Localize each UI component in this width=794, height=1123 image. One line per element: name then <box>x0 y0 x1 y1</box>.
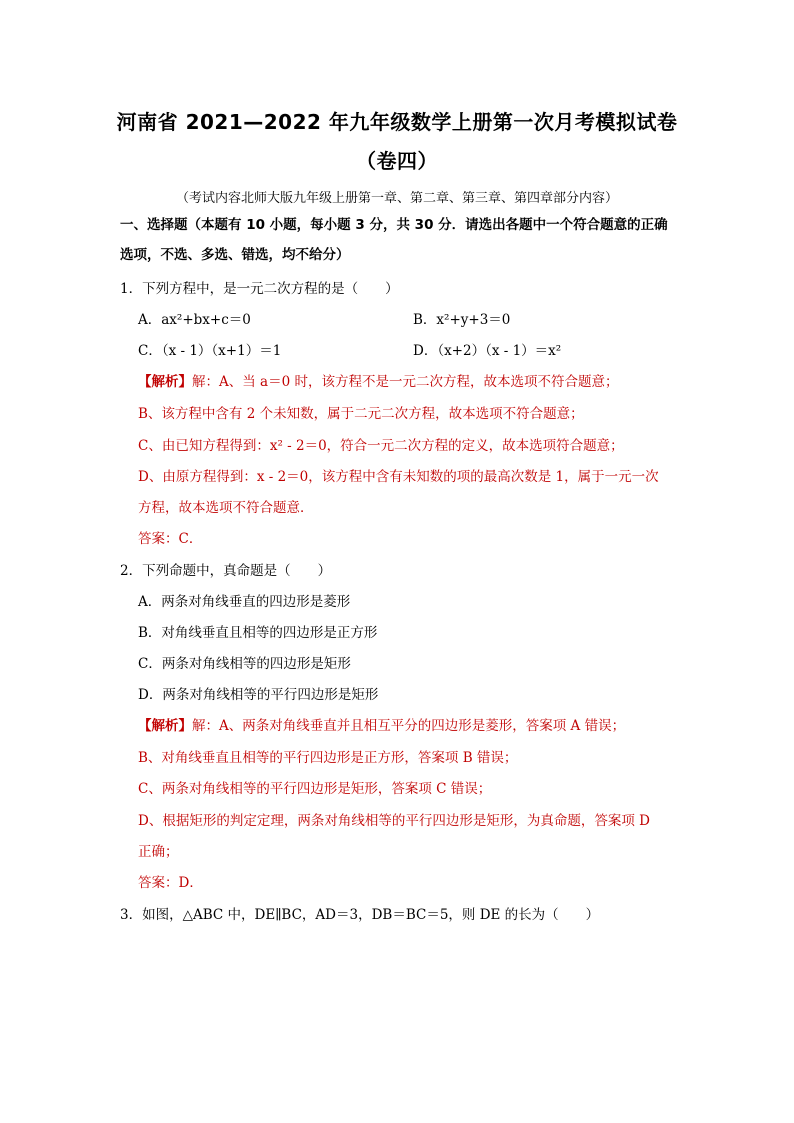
analysis-tag: 【解析】 <box>138 374 192 390</box>
question-3-stem: 3．如图，△ABC 中，DE∥BC，AD＝3，DB＝BC＝5，则 DE 的长为（ ） <box>120 907 600 923</box>
question-2-option-c: C．两条对角线相等的四边形是矩形 <box>138 656 351 672</box>
question-1-analysis <box>138 373 618 391</box>
question-2-answer: 答案：D． <box>138 875 203 891</box>
scope-note: （考试内容北师大版九年级上册第一章、第二章、第三章、第四章部分内容） <box>175 191 618 206</box>
question-2-analysis-c: C、两条对角线相等的平行四边形是矩形，答案项 C 错误； <box>138 781 492 797</box>
question-1-option-b: B．x²+y+3＝0 <box>413 312 511 328</box>
section-heading-cont: 选项，不选、多选、错选，均不给分） <box>120 247 350 263</box>
question-2-stem: 2．下列命题中，真命题是（ ） <box>120 563 332 579</box>
page-title: 河南省 2021—2022 年九年级数学上册第一次月考模拟试卷 <box>116 110 678 134</box>
question-2-analysis-d-cont: 正确； <box>138 844 179 860</box>
analysis-tag: 【解析】 <box>138 718 192 734</box>
question-1-answer: 答案：C． <box>138 531 203 547</box>
question-1-analysis-b: B、该方程中含有 2 个未知数，属于二元二次方程，故本选项不符合题意； <box>138 406 584 422</box>
question-1-option-c: C．（x - 1）（x+1）＝1 <box>138 343 282 359</box>
question-1-stem: 1．下列方程中，是一元二次方程的是（ ） <box>120 281 399 297</box>
question-2-option-a: A．两条对角线垂直的四边形是菱形 <box>138 594 351 610</box>
question-2-option-d: D．两条对角线相等的平行四边形是矩形 <box>138 687 379 703</box>
analysis-text: 解：A、两条对角线垂直并且相互平分的四边形是菱形，答案项 A 错误； <box>192 718 626 734</box>
question-2-analysis <box>138 717 625 735</box>
question-1-analysis-d-cont: 方程，故本选项不符合题意． <box>138 500 314 516</box>
question-1-analysis-d: D、由原方程得到：x - 2＝0，该方程中含有未知数的项的最高次数是 1，属于一元一次 <box>138 469 659 485</box>
question-2-analysis-d: D、根据矩形的判定定理，两条对角线相等的平行四边形是矩形，为真命题，答案项 D <box>138 813 650 829</box>
question-1-analysis-c: C、由已知方程得到：x² - 2＝0，符合一元二次方程的定义，故本选项符合题意； <box>138 438 624 454</box>
question-1-option-a: A．ax²+bx+c＝0 <box>138 312 251 328</box>
question-2-analysis-b: B、对角线垂直且相等的平行四边形是正方形，答案项 B 错误； <box>138 750 518 766</box>
section-heading: 一、选择题（本题有 10 小题，每小题 3 分，共 30 分．请选出各题中一个符合题意的正确 <box>120 217 668 233</box>
question-1-option-d: D．（x+2）（x - 1）＝x² <box>413 343 562 359</box>
page-subtitle: （卷四） <box>356 149 438 173</box>
analysis-text: 解：A、当 a＝0 时，该方程不是一元二次方程，故本选项不符合题意； <box>192 374 619 390</box>
question-2-option-b: B．对角线垂直且相等的四边形是正方形 <box>138 625 378 641</box>
